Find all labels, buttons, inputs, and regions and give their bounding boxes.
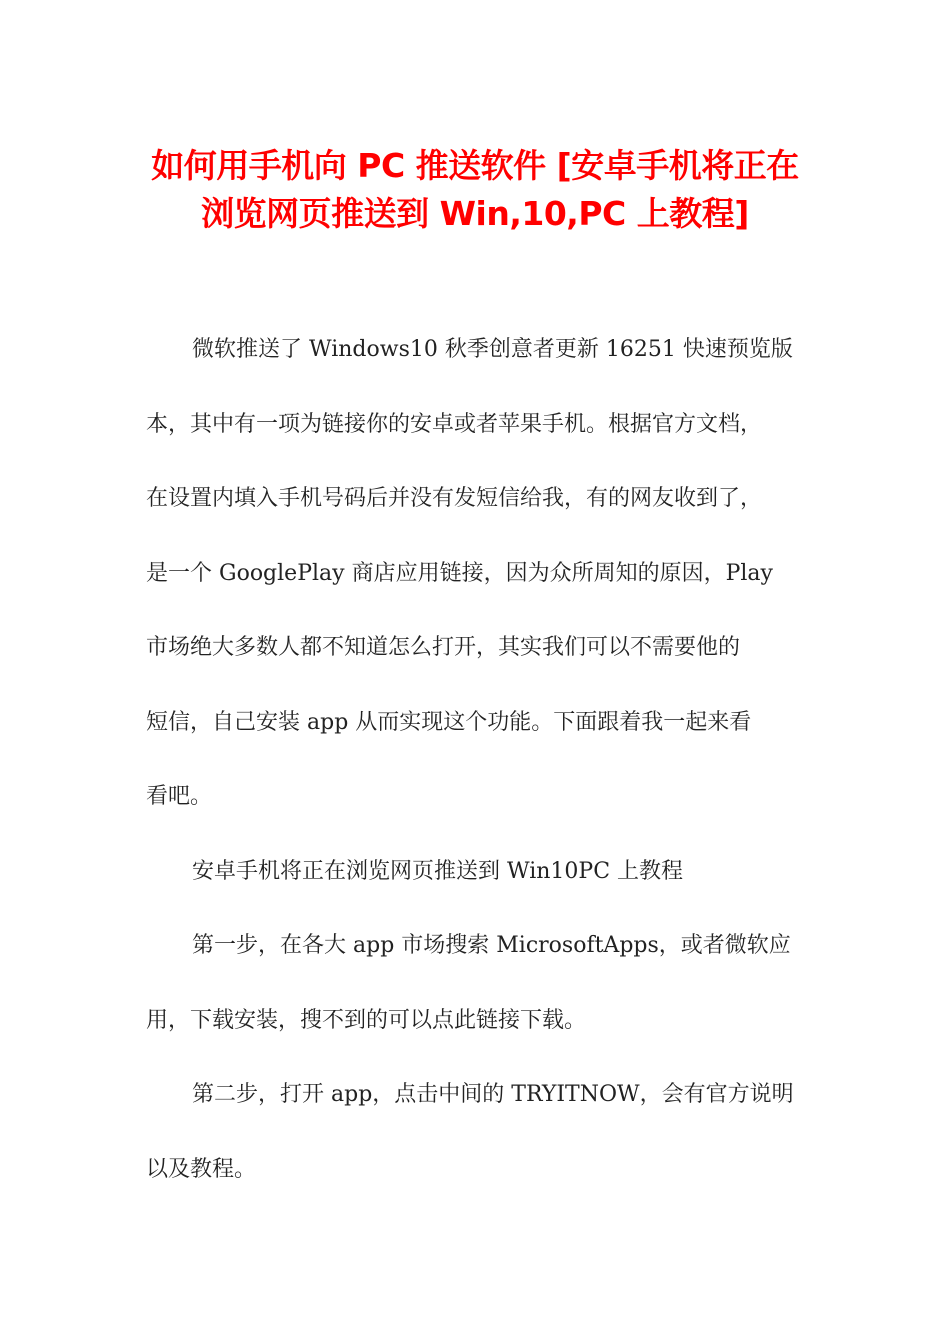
paragraph-1-line-6: 短信，自己安装 app 从而实现这个功能。下面跟着我一起来看 — [146, 710, 752, 735]
paragraph-1-line-5: 市场绝大多数人都不知道怎么打开，其实我们可以不需要他的 — [146, 635, 741, 660]
title-line-2: 浏览网页推送到 Win,10,PC 上教程] — [201, 194, 749, 233]
step-1-line-2: 用，下载安装，搜不到的可以点此链接下载。 — [146, 1008, 587, 1033]
paragraph-1-line-1: 微软推送了 Windows10 秋季创意者更新 16251 快速预览版 — [192, 337, 793, 362]
step-2-line-1: 第二步，打开 app，点击中间的 TRYITNOW，会有官方说明 — [192, 1082, 794, 1107]
paragraph-1-line-7: 看吧。 — [146, 784, 213, 809]
document-title — [100, 142, 850, 238]
step-1-line-1: 第一步，在各大 app 市场搜索 MicrosoftApps，或者微软应 — [192, 933, 791, 958]
paragraph-1-line-2: 本，其中有一项为链接你的安卓或者苹果手机。根据官方文档， — [146, 412, 763, 437]
paragraph-1-line-3: 在设置内填入手机号码后并没有发短信给我，有的网友收到了， — [146, 486, 763, 511]
paragraph-1-line-4: 是一个 GooglePlay 商店应用链接，因为众所周知的原因，Play — [146, 561, 773, 586]
title-line-1: 如何用手机向 PC 推送软件 [安卓手机将正在 — [151, 146, 799, 185]
step-2-line-2: 以及教程。 — [146, 1157, 257, 1182]
subheading: 安卓手机将正在浏览网页推送到 Win10PC 上教程 — [192, 859, 684, 884]
